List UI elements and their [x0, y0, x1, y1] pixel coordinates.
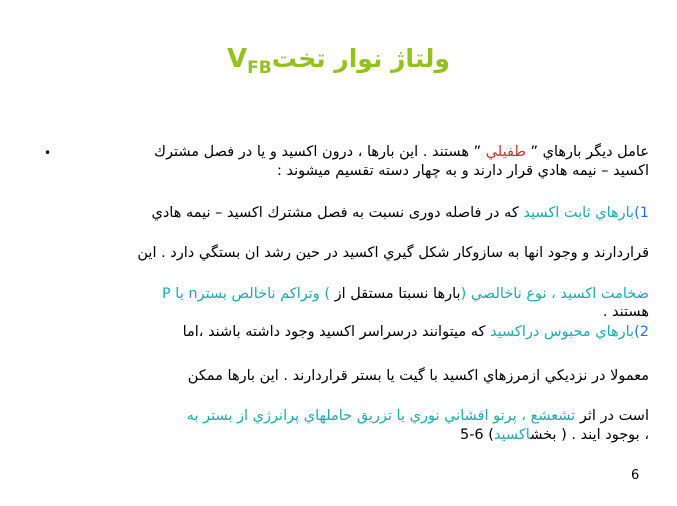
- slide-title: [0, 44, 677, 78]
- line-10-text: ، بوجود ايند . ( بخش: [530, 427, 649, 443]
- paragraph-line-9: [20, 407, 649, 425]
- paragraph-line-7: [20, 323, 649, 341]
- paragraph-line-4: قراردارند و وجود انها به سازوكار شكل گيري اكسيد در حين رشد ان بستگي دارد . اين: [137, 245, 649, 261]
- paragraph-line-10: [20, 426, 649, 444]
- bullet-icon: •: [44, 146, 52, 160]
- fixed-oxide-charges-term: بارهاي ثابت اكسيد: [523, 205, 635, 221]
- line-3-text: كه در فاصله دوری نسبت به فصل مشترك اكسيد – نيمه هادي: [151, 205, 524, 221]
- line-10-ref: ) 6-5: [459, 427, 494, 443]
- paragraph-line-3: [20, 204, 649, 222]
- line-5-text: بارها نسبتا مستقل از: [330, 286, 461, 302]
- paragraph-line-2: اكسيد – نيمه هادي قرار دارند و به چهار دسته تقسيم ميشوند :: [276, 163, 649, 179]
- paragraph-line-8: معمولا در نزديكي ازمرزهاي اكسيد با گيت يا بستر قراردارند . اين بارها ممكن: [187, 368, 649, 384]
- title-v: V: [227, 44, 248, 74]
- page-number: 6: [631, 468, 640, 483]
- title-text: ولتاژ نوار تخت: [271, 44, 450, 73]
- line-1-highlight: طفيلي: [485, 144, 526, 160]
- title-subscript: FB: [247, 58, 272, 78]
- line-5-teal-terms: ضخامت اكسيد ، نوع ناخالصي (: [460, 286, 649, 302]
- item-number-2: 2): [634, 324, 649, 340]
- line-9-text: است در اثر: [575, 408, 649, 424]
- line-9-teal-terms: تشعشع ، پرتو افشاني نوري يا تزريق حاملهاي پرانرژي از بستر به: [186, 408, 576, 424]
- line-7-text: كه ميتوانند درسراسر اكسيد وجود داشته باشند ،اما: [182, 324, 490, 340]
- item-number-1: 1): [634, 205, 649, 221]
- trapped-oxide-charges-term: بارهاي محبوس دراكسيد: [490, 324, 635, 340]
- line-10-teal-term: اكسيد: [493, 427, 531, 443]
- paragraph-line-5: [20, 285, 649, 303]
- line-1-text-a: عامل ديگر بارهاي ”: [530, 144, 649, 160]
- line-1-text-c: ” هستند . اين بارها ، درون اكسيد و يا در فصل مشترك: [154, 144, 482, 160]
- paragraph-line-1: [20, 143, 649, 161]
- line-5-teal-end: ) وتراكم ناخالص بسترn يا P: [161, 286, 331, 302]
- paragraph-line-6: هستند .: [602, 304, 649, 320]
